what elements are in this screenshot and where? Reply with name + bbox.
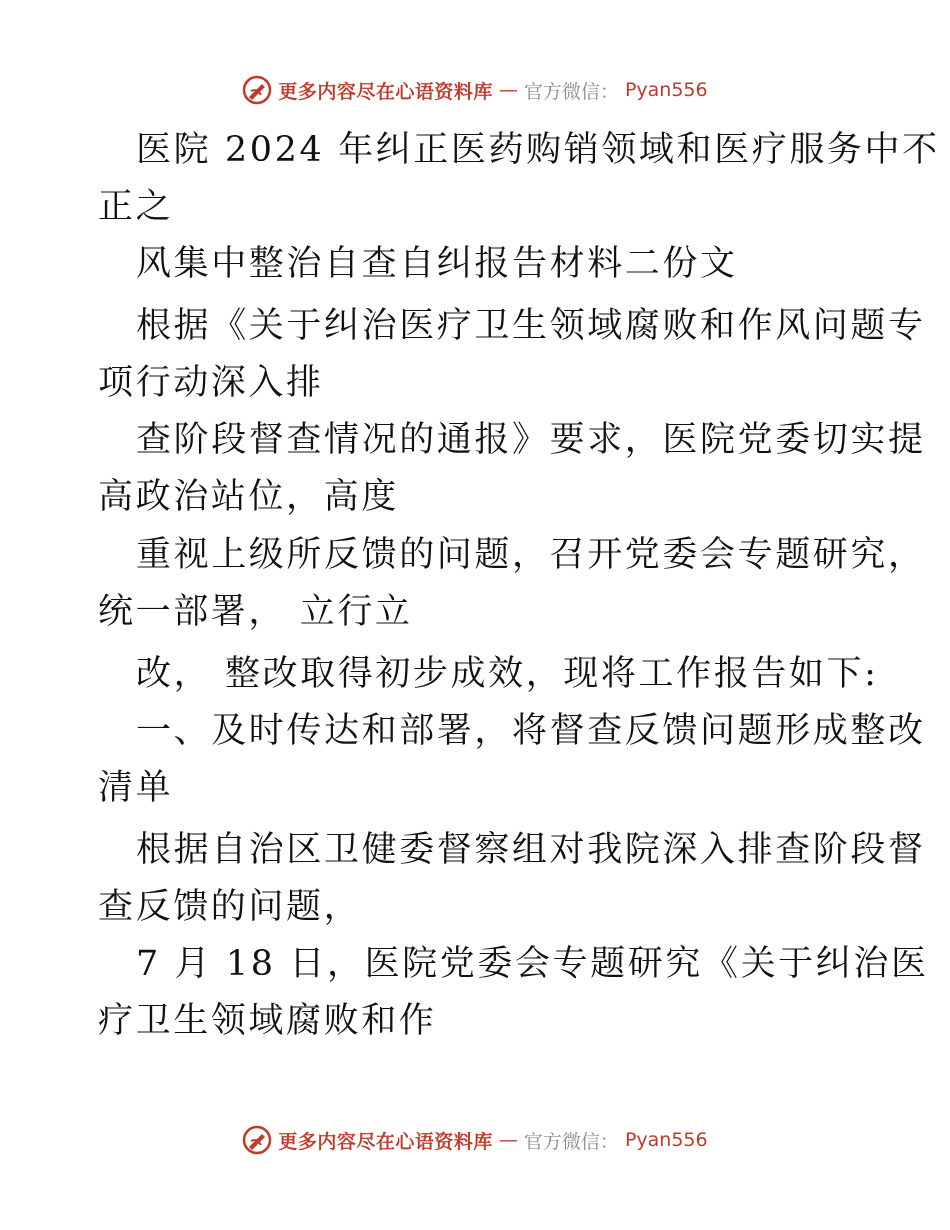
text-line: 重视上级所反馈的问题，召开党委会专题研究，	[136, 535, 926, 575]
text-line: 高政治站位，高度	[98, 477, 399, 517]
text-line: 风集中整治自查自纠报告材料二份文	[136, 244, 738, 284]
text-line: 正之	[98, 187, 174, 227]
text-line: 统一部署， 立行立	[98, 592, 413, 632]
text-line: 查阶段督查情况的通报》要求，医院党委切实提	[136, 420, 926, 460]
text-line: 项行动深入排	[98, 363, 324, 403]
watermark-library-name: 更多内容尽在心语资料库	[278, 1130, 493, 1153]
text-line: 医院 2024 年纠正医药购销领域和医疗服务中不	[136, 130, 940, 170]
text-line: 改， 整改取得初步成效，现将工作报告如下:	[136, 654, 879, 694]
pen-logo-icon	[242, 1125, 272, 1155]
watermark-library-name: 更多内容尽在心语资料库	[278, 80, 493, 103]
watermark-wechat-id: Pyan556	[624, 1129, 708, 1151]
text-line: 一、及时传达和部署，将督查反馈问题形成整改	[136, 711, 926, 751]
header-watermark	[0, 70, 950, 110]
text-line: 根据《关于纠治医疗卫生领域腐败和作风问题专	[136, 306, 926, 346]
text-line: 7 月 18 日，医院党委会专题研究《关于纠治医	[136, 944, 929, 984]
text-line: 查反馈的问题，	[98, 887, 362, 927]
watermark-wechat-id: Pyan556	[624, 79, 708, 101]
watermark-wechat-label: 官方微信：	[523, 1130, 619, 1153]
watermark-dash: —	[498, 79, 518, 101]
watermark-dash: —	[498, 1129, 518, 1151]
footer-watermark	[0, 1120, 950, 1160]
text-line: 清单	[98, 768, 174, 808]
watermark-wechat-label: 官方微信：	[523, 80, 619, 103]
text-line: 疗卫生领域腐败和作	[98, 1001, 437, 1041]
pen-logo-icon	[242, 75, 272, 105]
text-line: 根据自治区卫健委督察组对我院深入排查阶段督	[136, 830, 926, 870]
